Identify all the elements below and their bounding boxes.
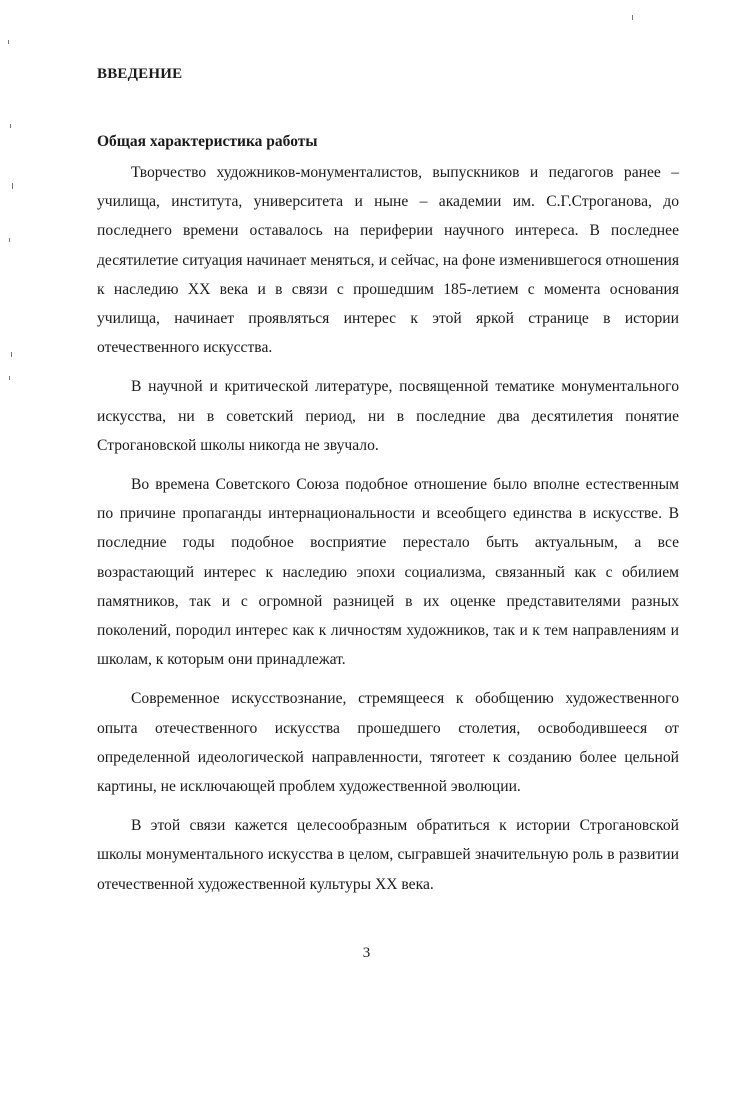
paragraph: Современное искусствознание, стремящееся к обобщению художественного опыта отечественного искусства прошедшего столетия, освободившееся от определенной идеологической направленности, тяготеет к созданию более цельной картины, не исключающей проблем художественной эволюции. xyxy=(97,690,679,796)
paragraph: В этой связи кажется целесообразным обратиться к истории Строгановской школы монументального искусства в целом, сыгравшей значительную роль в развитии отечественной художественной культуры XX века. xyxy=(97,817,679,893)
scan-speck xyxy=(8,40,9,44)
scan-speck xyxy=(11,352,12,357)
scan-speck xyxy=(9,238,10,242)
scan-speck xyxy=(12,183,13,189)
paragraph: Во времена Советского Союза подобное отношение было вполне естественным по причине пропаганды интернациональности и всеобщего единства в искусстве. В последние годы подобное восприятие перестало быть актуальным, а все возрастающий интерес к наследию эпохи социализма, связанный как с обилием памятников, так и с огромной разницей в их оценке представителями разных поколений, породил интерес как к личностям художников, так и к тем направлениям и школам, к которым они принадлежат. xyxy=(97,476,679,669)
scan-speck xyxy=(9,376,10,380)
body-text xyxy=(97,158,679,909)
paragraph: В научной и критической литературе, посвященной тематике монументального искусства, ни в советский период, ни в последние два десятилетия понятие Строгановской школы никогда не звучало. xyxy=(97,378,679,454)
section-title: Общая характеристика работы xyxy=(97,133,318,150)
paragraph: Творчество художников-монументалистов, выпускников и педагогов ранее – училища, института, университета и ныне – академии им. С.Г.Строганова, до последнего времени оставалось на периферии научного интереса. В последнее десятилетие ситуация начинает меняться, и сейчас, на фоне изменившегося отношения к наследию XX века и в связи с прошедшим 185-летием с момента основания училища, начинает проявляться интерес к этой яркой странице в истории отечественного искусства. xyxy=(97,164,679,357)
chapter-heading: ВВЕДЕНИЕ xyxy=(97,66,183,82)
scan-speck xyxy=(632,15,633,20)
page-number: 3 xyxy=(362,945,371,961)
scan-speck xyxy=(10,124,11,128)
